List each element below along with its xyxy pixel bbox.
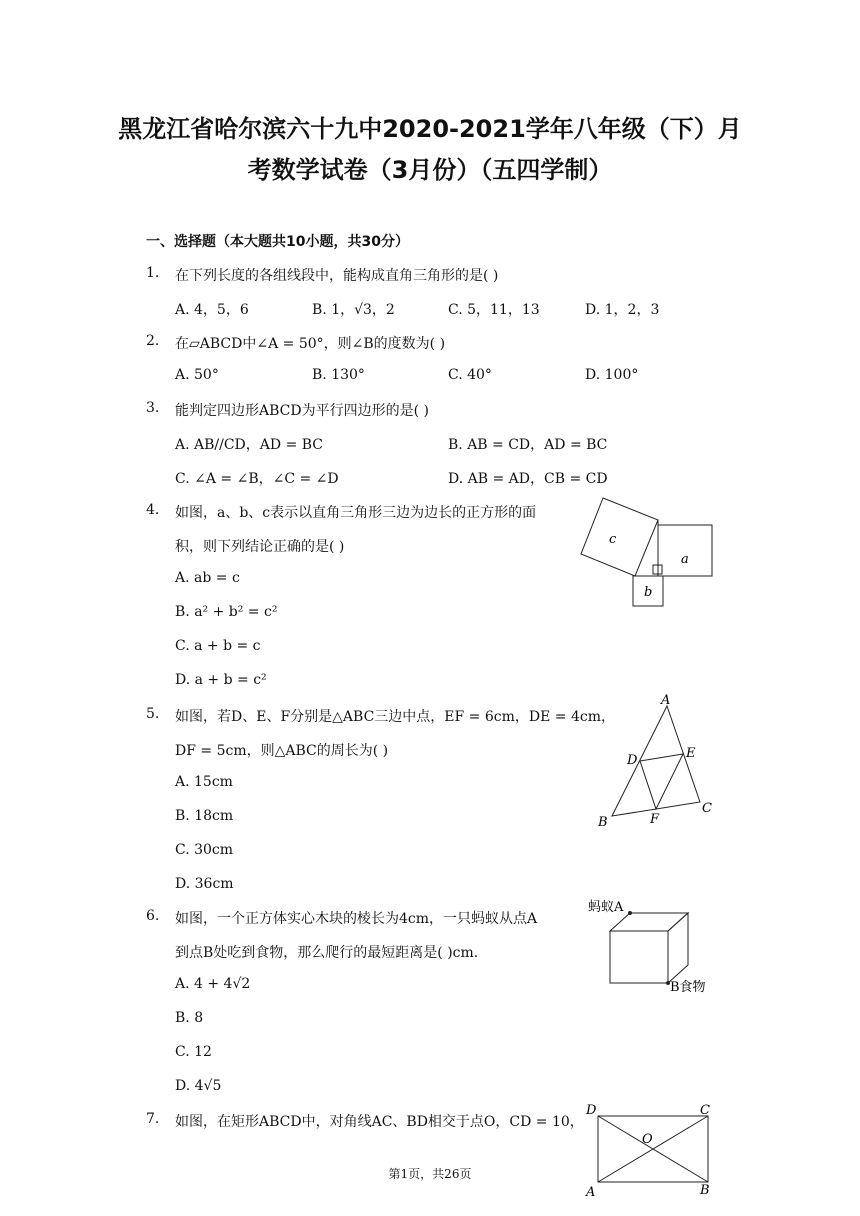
- q5-option-b: B. 18cm: [175, 808, 234, 824]
- q5-option-c: C. 30cm: [175, 842, 234, 858]
- q3-option-b: B. AB = CD，AD = BC: [448, 437, 608, 453]
- section-heading: 一、选择题（本大题共10小题，共30分）: [146, 234, 409, 250]
- label-b-food: B食物: [670, 980, 706, 995]
- label-D: D: [627, 753, 638, 768]
- q5-option-d: D. 36cm: [175, 876, 234, 892]
- label-A: A: [661, 693, 671, 708]
- question-3-stem: 能判定四边形ABCD为平行四边形的是( ): [175, 403, 429, 419]
- label-F: F: [650, 812, 660, 827]
- label-E: E: [686, 746, 696, 761]
- question-5-number: 5.: [146, 706, 160, 722]
- label-B: B: [700, 1183, 710, 1198]
- q1-option-c: C. 5，11，13: [448, 302, 540, 318]
- q5-option-a: A. 15cm: [175, 774, 233, 790]
- question-1-stem: 在下列长度的各组线段中，能构成直角三角形的是( ): [175, 268, 499, 284]
- question-5-stem-line-2: DF = 5cm，则△ABC的周长为( ): [175, 743, 389, 759]
- label-b: b: [644, 585, 653, 600]
- cube-side-face: [668, 913, 688, 983]
- page-footer: 第1页，共26页: [388, 1167, 472, 1181]
- title-line-1: 黑龙江省哈尔滨六十九中2020-2021学年八年级（下）月: [118, 115, 742, 143]
- cube-top-face: [610, 913, 688, 931]
- label-a: a: [681, 552, 689, 567]
- q2-option-d: D. 100°: [585, 367, 639, 383]
- q1-option-d: D. 1，2，3: [585, 302, 660, 318]
- question-6-number: 6.: [146, 908, 160, 924]
- q4-option-c: C. a + b = c: [175, 638, 261, 654]
- question-1-number: 1.: [146, 265, 160, 281]
- square-c: [581, 498, 658, 576]
- question-5-stem-line-1: 如图，若D、E、F分别是△ABC三边中点，EF = 6cm，DE = 4cm，: [175, 709, 615, 725]
- q5-triangle-figure: [590, 692, 720, 832]
- q6-option-b: B. 8: [175, 1010, 204, 1026]
- label-B: B: [598, 815, 608, 830]
- question-7-number: 7.: [146, 1111, 160, 1127]
- question-4-stem-line-1: 如图，a、b、c表示以直角三角形三边为边长的正方形的面: [175, 505, 537, 521]
- q2-option-b: B. 130°: [312, 367, 365, 383]
- q4-squares-figure: [575, 492, 725, 612]
- q4-option-a: A. ab = c: [175, 570, 240, 586]
- q6-option-c: C. 12: [175, 1044, 212, 1060]
- q1-option-b: B. 1，√3，2: [312, 302, 395, 318]
- q3-option-a: A. AB//CD，AD = BC: [175, 437, 324, 453]
- square-a: [658, 525, 712, 576]
- triangle-abc: [612, 706, 700, 816]
- q3-option-c: C. ∠A = ∠B，∠C = ∠D: [175, 471, 339, 487]
- q2-option-a: A. 50°: [175, 367, 219, 383]
- label-A: A: [586, 1185, 596, 1200]
- label-O: O: [642, 1132, 653, 1147]
- triangle-def: [640, 754, 683, 809]
- question-6-stem-line-1: 如图，一个正方体实心木块的棱长为4cm，一只蚂蚁从点A: [175, 911, 538, 927]
- label-D: D: [586, 1103, 597, 1118]
- label-C: C: [702, 801, 712, 816]
- q6-cube-figure: [588, 898, 718, 998]
- label-C: C: [700, 1103, 710, 1118]
- q6-option-d: D. 4√5: [175, 1078, 222, 1094]
- question-2-number: 2.: [146, 333, 160, 349]
- q1-option-a: A. 4，5，6: [175, 302, 249, 318]
- question-4-stem-line-2: 积，则下列结论正确的是( ): [175, 539, 345, 555]
- cube-front-face: [610, 931, 668, 983]
- label-ant-a: 蚂蚁A: [588, 900, 624, 915]
- title-line-2: 考数学试卷（3月份）（五四学制）: [247, 156, 613, 184]
- question-3-number: 3.: [146, 400, 160, 416]
- q7-rectangle-figure: [580, 1100, 720, 1200]
- question-6-stem-line-2: 到点B处吃到食物，那么爬行的最短距离是( )cm.: [175, 945, 479, 961]
- q3-option-d: D. AB = AD，CB = CD: [448, 471, 608, 487]
- question-2-stem: 在▱ABCD中∠A = 50°，则∠B的度数为( ): [175, 336, 446, 352]
- question-7-stem-line-1: 如图，在矩形ABCD中，对角线AC、BD相交于点O，CD = 10，: [175, 1114, 584, 1130]
- q4-option-d: D. a + b = c²: [175, 672, 267, 688]
- q4-option-b: B. a² + b² = c²: [175, 604, 278, 620]
- point-a-dot: [628, 911, 632, 915]
- q2-option-c: C. 40°: [448, 367, 492, 383]
- q6-option-a: A. 4 + 4√2: [175, 976, 251, 992]
- label-c: c: [609, 532, 617, 547]
- question-4-number: 4.: [146, 502, 160, 518]
